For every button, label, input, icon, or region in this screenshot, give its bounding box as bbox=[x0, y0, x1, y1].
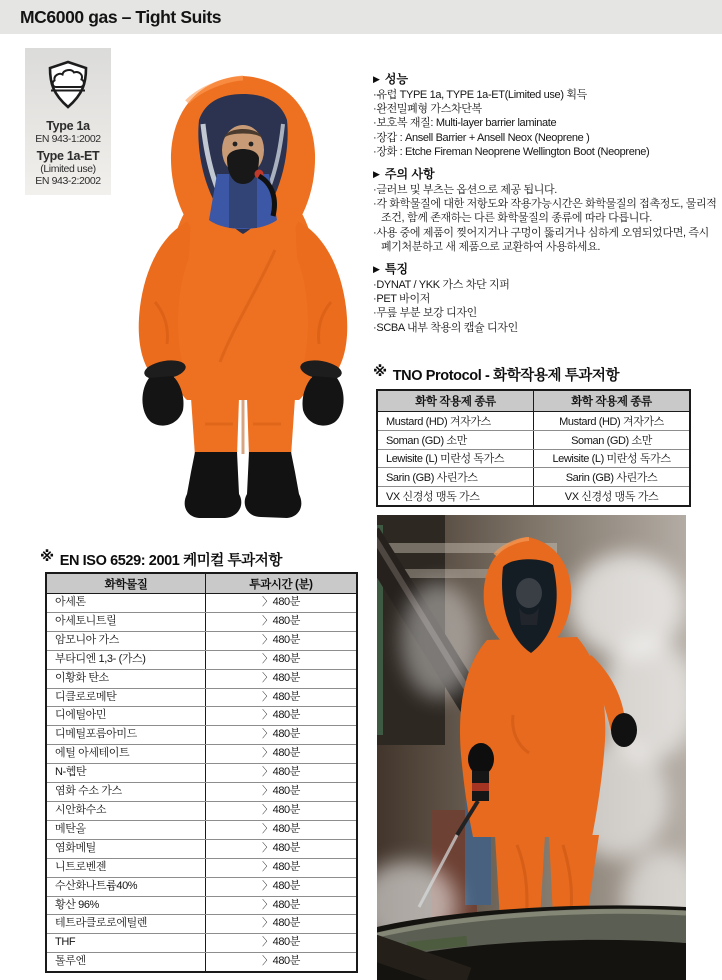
table-cell: 니트로벤젠 bbox=[46, 858, 206, 877]
column-header: 투과시간 (분) bbox=[206, 573, 358, 594]
table-cell: 시안화수소 bbox=[46, 801, 206, 820]
table-cell: VX 신경성 맹독 가스 bbox=[534, 487, 691, 506]
table-cell: 〉480분 bbox=[206, 650, 358, 669]
section-heading bbox=[373, 167, 721, 181]
section-heading bbox=[373, 72, 721, 86]
table-cell: 〉480분 bbox=[206, 764, 358, 783]
table-cell: THF bbox=[46, 934, 206, 953]
column-header: 화학 작용제 종류 bbox=[377, 390, 534, 412]
table-row bbox=[46, 669, 357, 688]
table-row bbox=[46, 839, 357, 858]
table-cell: 이황화 탄소 bbox=[46, 669, 206, 688]
table-row bbox=[46, 934, 357, 953]
table-cell: 〉480분 bbox=[206, 877, 358, 896]
table-row bbox=[46, 745, 357, 764]
section-items bbox=[373, 88, 721, 159]
table-row bbox=[46, 801, 357, 820]
cert-type-1a: Type 1a bbox=[46, 119, 90, 133]
table-cell: 황산 96% bbox=[46, 896, 206, 915]
table-row bbox=[46, 688, 357, 707]
section-items bbox=[373, 183, 721, 254]
table-cell: 〉480분 bbox=[206, 896, 358, 915]
table-cell: Lewisite (L) 미란성 독가스 bbox=[534, 449, 691, 468]
column-header: 화학물질 bbox=[46, 573, 206, 594]
gas-tight-suit-shield-icon bbox=[25, 60, 111, 115]
table-row bbox=[377, 412, 690, 431]
table-cell: 〉480분 bbox=[206, 726, 358, 745]
table-cell: 염화 수소 가스 bbox=[46, 783, 206, 802]
table-row bbox=[377, 430, 690, 449]
section-title: 특징 bbox=[384, 262, 409, 277]
section-items bbox=[373, 278, 721, 335]
table-cell: Mustard (HD) 겨자가스 bbox=[534, 412, 691, 431]
bullet-item: · 완전밀폐형 가스차단복 bbox=[373, 102, 721, 116]
table-cell: 에틸 아세테이트 bbox=[46, 745, 206, 764]
table-cell: 아세토니트릴 bbox=[46, 612, 206, 631]
section-performance bbox=[373, 72, 721, 159]
reference-mark: ※ bbox=[40, 549, 54, 565]
bullet-item: · 유럽 TYPE 1a, TYPE 1a-ET(Limited use) 획득 bbox=[373, 88, 721, 102]
bullet-item: · SCBA 내부 착용의 캡슐 디자인 bbox=[373, 321, 721, 335]
bullet-item: · 장화 : Etche Fireman Neoprene Wellington Boot (Neoprene) bbox=[373, 145, 721, 159]
cert-qualifier: (Limited use) bbox=[40, 163, 96, 175]
table-cell: 〉480분 bbox=[206, 858, 358, 877]
table-row bbox=[46, 915, 357, 934]
table-cell: 〉480분 bbox=[206, 934, 358, 953]
table-row bbox=[46, 726, 357, 745]
table-cell: 〉480분 bbox=[206, 953, 358, 972]
bullet-item: · DYNAT / YKK 가스 차단 지퍼 bbox=[373, 278, 721, 292]
triangle-bullet-icon: ▶ bbox=[373, 169, 380, 180]
tno-heading-text: TNO Protocol - 화학작용제 투과저항 bbox=[392, 368, 620, 384]
table-cell: 〉480분 bbox=[206, 688, 358, 707]
en-iso-heading-text: EN ISO 6529: 2001 케미컬 투과저항 bbox=[59, 553, 282, 569]
cert-standard-1: EN 943-1:2002 bbox=[35, 133, 101, 145]
table-row bbox=[46, 612, 357, 631]
section-features bbox=[373, 262, 721, 335]
table-cell: 〉480분 bbox=[206, 801, 358, 820]
table-cell: 〉480분 bbox=[206, 612, 358, 631]
en-iso-table bbox=[45, 572, 358, 973]
table-cell: 아세톤 bbox=[46, 594, 206, 613]
table-row bbox=[46, 896, 357, 915]
section-title: 주의 사항 bbox=[384, 167, 435, 182]
table-row bbox=[46, 783, 357, 802]
table-row bbox=[46, 858, 357, 877]
product-photo bbox=[125, 62, 365, 528]
section-cautions bbox=[373, 167, 721, 254]
table-cell: 메탄올 bbox=[46, 820, 206, 839]
application-photo bbox=[377, 515, 686, 980]
cert-type-1a-et: Type 1a-ET bbox=[36, 149, 100, 163]
table-row bbox=[46, 631, 357, 650]
info-column bbox=[373, 72, 721, 343]
table-row bbox=[377, 449, 690, 468]
table-cell: 〉480분 bbox=[206, 669, 358, 688]
bullet-item: · 각 화학물질에 대한 저항도와 작용가능시간은 화학물질의 접촉정도, 물리적 조건, 함께 존재하는 다른 화학물질의 종류에 따라 다릅니다. bbox=[373, 197, 721, 225]
table-header-row bbox=[377, 390, 690, 412]
table-cell: 디클로로메탄 bbox=[46, 688, 206, 707]
table-cell: 톨루엔 bbox=[46, 953, 206, 972]
table-cell: Mustard (HD) 겨자가스 bbox=[377, 412, 534, 431]
table-cell: VX 신경성 맹독 가스 bbox=[377, 487, 534, 506]
table-cell: N-헵탄 bbox=[46, 764, 206, 783]
table-cell: 수산화나트륨40% bbox=[46, 877, 206, 896]
title-bar bbox=[0, 0, 722, 34]
table-header-row bbox=[46, 573, 357, 594]
page-title: MC6000 gas – Tight Suits bbox=[20, 6, 222, 27]
table-cell: Soman (GD) 소만 bbox=[534, 430, 691, 449]
table-row bbox=[46, 953, 357, 972]
table-cell: 〉480분 bbox=[206, 820, 358, 839]
bullet-item: · PET 바이저 bbox=[373, 292, 721, 306]
table-cell: 〉480분 bbox=[206, 783, 358, 802]
en-iso-table-heading bbox=[40, 549, 282, 570]
column-header: 화학 작용제 종류 bbox=[534, 390, 691, 412]
table-row bbox=[46, 707, 357, 726]
table-cell: Soman (GD) 소만 bbox=[377, 430, 534, 449]
table-cell: 디에틸아민 bbox=[46, 707, 206, 726]
table-cell: 〉480분 bbox=[206, 839, 358, 858]
table-cell: 염화메틸 bbox=[46, 839, 206, 858]
bullet-item: · 무릎 부분 보강 디자인 bbox=[373, 306, 721, 320]
table-cell: 부타디엔 1,3- (가스) bbox=[46, 650, 206, 669]
table-row bbox=[377, 468, 690, 487]
triangle-bullet-icon: ▶ bbox=[373, 264, 380, 275]
table-cell: Sarin (GB) 사린가스 bbox=[377, 468, 534, 487]
table-cell: 테트라클로로에틸렌 bbox=[46, 915, 206, 934]
tno-table bbox=[376, 389, 691, 507]
table-cell: 〉480분 bbox=[206, 745, 358, 764]
triangle-bullet-icon: ▶ bbox=[373, 74, 380, 84]
table-cell: 암모니아 가스 bbox=[46, 631, 206, 650]
table-cell: 디메틸포름아미드 bbox=[46, 726, 206, 745]
certification-panel bbox=[25, 48, 111, 195]
table-row bbox=[377, 487, 690, 506]
table-cell: 〉480분 bbox=[206, 594, 358, 613]
table-cell: 〉480분 bbox=[206, 915, 358, 934]
bullet-item: · 장갑 : Ansell Barrier + Ansell Neox (Neoprene ) bbox=[373, 131, 721, 145]
tno-table-heading bbox=[373, 364, 619, 385]
cert-standard-2: EN 943-2:2002 bbox=[35, 175, 101, 187]
reference-mark: ※ bbox=[373, 364, 387, 380]
section-heading bbox=[373, 262, 721, 276]
table-row bbox=[46, 650, 357, 669]
table-cell: Lewisite (L) 미란성 독가스 bbox=[377, 449, 534, 468]
table-cell: Sarin (GB) 사린가스 bbox=[534, 468, 691, 487]
bullet-item: · 사용 중에 제품이 찢어지거나 구멍이 뚫리거나 심하게 오염되었다면, 즉시 폐기처분하고 새 제품으로 교환하여 사용하세요. bbox=[373, 226, 721, 254]
table-cell: 〉480분 bbox=[206, 707, 358, 726]
section-title: 성능 bbox=[384, 72, 409, 86]
table-row bbox=[46, 764, 357, 783]
bullet-item: · 보호복 재질: Multi-layer barrier laminate bbox=[373, 116, 721, 130]
table-row bbox=[46, 820, 357, 839]
table-cell: 〉480분 bbox=[206, 631, 358, 650]
table-row bbox=[46, 594, 357, 613]
bullet-item: · 글러브 및 부츠는 옵션으로 제공 됩니다. bbox=[373, 183, 721, 197]
table-row bbox=[46, 877, 357, 896]
